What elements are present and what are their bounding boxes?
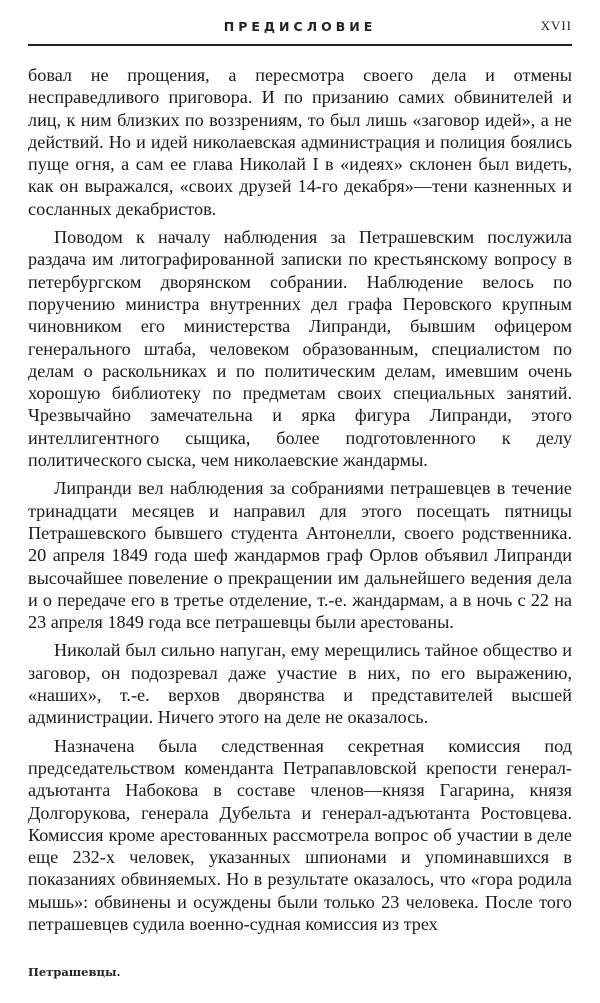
running-title: ПРЕДИСЛОВИЕ	[223, 19, 377, 34]
book-page	[28, 0, 572, 935]
page-number: XVII	[540, 18, 572, 33]
paragraph-1: бовал не прощения, а пересмотра своего дела и отмены несправедливого приговора. И по призанию самих обвинителей и лиц, к ним близких по воззрениям, то был лишь «заговор идей», а не действий. Но и идей николаевская администрация и полиция боялись пуще огня, а сам ее глава Николай I в «идеях» склонен был видеть, как он выражался, «своих друзей 14-го декабря»—тени казненных и сосланных декабристов.	[28, 65, 572, 219]
paragraph-4: Николай был сильно напуган, ему мерещились тайное общество и заговор, он подозревал даже участие в них, по его выражению, «наших», т.-е. верхов дворянства и представителей высшей администрации. Ничего этого на деле не оказалось.	[28, 640, 572, 728]
page-header	[28, 0, 572, 50]
footer-signature: Петрашевцы.	[28, 965, 121, 979]
paragraph-3: Липранди вел наблюдения за собраниями петрашевцев в течение тринадцати месяцев и направил для этого посещать пятницы Петрашевского бывшего студента Антонелли, своего родственника. 20 апреля 1849 года шеф жандармов граф Орлов объявил Липранди высочайшее повеление о прекращении им дальнейшего ведения дела и о передаче его в третье отделение, т.-е. жандармам, а в ночь с 22 на 23 апреля 1849 года все петрашевцы были арестованы.	[28, 478, 572, 633]
body-text	[28, 64, 572, 935]
paragraph-2: Поводом к началу наблюдения за Петрашевским послужила раздача им литографированной записки по крестьянскому вопросу в петербургском дворянском собрании. Наблюдение велось по поручению министра внутренних дел графа Перовского крупным чиновником его министерства Липранди, бывшим офицером генерального штаба, человеком образованным, специалистом по делам о раскольниках и по политическим делам, имевшим очень хорошую библиотеку по предметам своих специальных занятий. Чрезвычайно замечательна и ярка фигура Липранди, этого интеллигентного сыщика, более подготовленного к делу политического сыска, чем николаевские жандармы.	[28, 227, 572, 471]
paragraph-5: Назначена была следственная секретная комиссия под председательством коменданта Петрапавловской крепости генерал-адъютанта Набокова в составе членов—князя Гагарина, князя Долгорукова, генерала Дубельта и генерал-адъютанта Ростовцева. Комиссия кроме арестованных рассмотрела вопрос об участии в деле еще 232-х человек, указанных шпионами и упоминавшихся в показаниях обвиняемых. Но в результате оказалось, что «гора родила мышь»: обвинены и осуждены были только 23 человека. После того петрашевцев судила военно-судная комиссия из трех	[28, 735, 572, 934]
header-rule	[28, 44, 572, 46]
